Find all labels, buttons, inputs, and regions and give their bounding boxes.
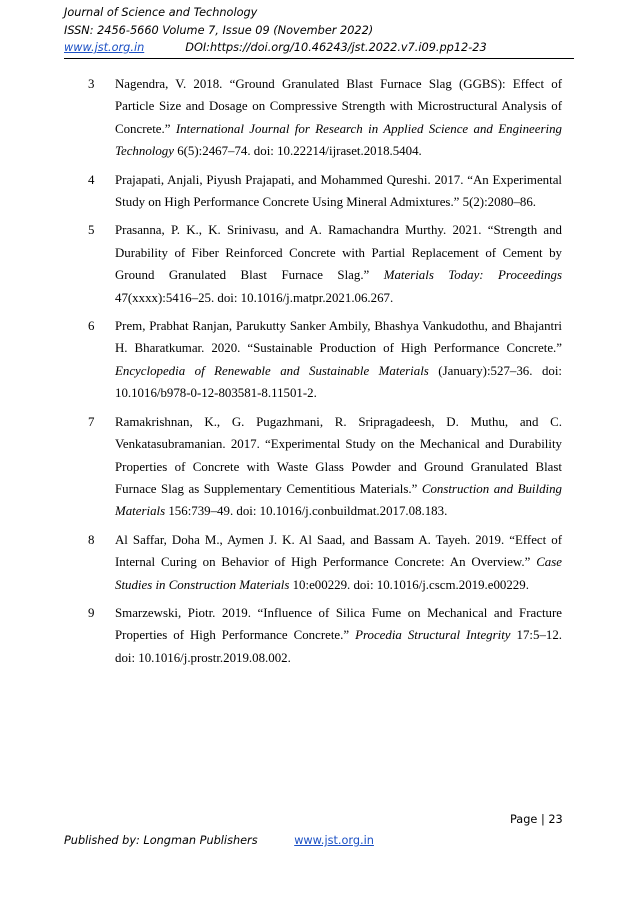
reference-number: 9 bbox=[88, 605, 95, 620]
reference-source: International Journal for Research in Applied Science and Engineering Technology bbox=[115, 121, 562, 159]
footer-website-link[interactable]: www.jst.org.in bbox=[294, 834, 374, 847]
reference-list bbox=[88, 73, 562, 675]
header-links-row bbox=[64, 39, 584, 57]
reference-item bbox=[88, 602, 562, 669]
reference-item bbox=[88, 315, 562, 405]
reference-number: 4 bbox=[88, 172, 95, 187]
journal-title: Journal of Science and Technology bbox=[64, 6, 258, 19]
reference-number: 3 bbox=[88, 77, 95, 91]
journal-header bbox=[64, 4, 584, 57]
footer-publisher: Published by: Longman Publishers bbox=[64, 834, 258, 847]
reference-text: Smarzewski, Piotr. 2019. “Influence of Silica Fume on Mechanical and Fracture Properties of High Performance Concrete.” Procedia Structural Integrity 17:5–12. doi: 10.1016/j.prostr.2019.08.002. bbox=[115, 605, 563, 665]
issn-line: ISSN: 2456-5660 Volume 7, Issue 09 (November 2022) bbox=[64, 23, 374, 37]
header-doi: DOI:https://doi.org/10.46243/jst.2022.v7.i09.pp12-23 bbox=[185, 41, 487, 54]
reference-number: 7 bbox=[88, 414, 95, 429]
reference-source: Procedia Structural Integrity bbox=[355, 628, 511, 643]
reference-text: Ramakrishnan, K., G. Pugazhmani, R. Sripragadeesh, D. Muthu, and C. Venkatasubramanian. 2017. “Experimental Study on the Mechanical and Durability Properties of Concrete with Waste Glass Powder and Ground Granulated Blast Furnace Slag as Supplementary Cementitious Materials.” Construction and Building Materials 156:739–49. doi: 10.1016/j.conbuildmat.2017.08.183. bbox=[115, 414, 562, 519]
reference-source: Case Studies in Construction Materials bbox=[115, 555, 562, 592]
reference-text: Nagendra, V. 2018. “Ground Granulated Blast Furnace Slag (GGBS): Effect of Particle Size and Dosage on Compressive Strength with Microstructural Analysis of Concrete.” International Journal for Research in Applied Science and Engineering Technology 6(5):2467–74. doi: 10.22214/ijraset.2018.5404. bbox=[115, 77, 562, 159]
reference-number: 5 bbox=[88, 223, 95, 238]
reference-number: 6 bbox=[88, 319, 95, 334]
header-website-link[interactable]: www.jst.org.in bbox=[64, 41, 145, 54]
reference-item bbox=[88, 73, 562, 163]
reference-item bbox=[88, 169, 562, 214]
reference-source: Encyclopedia of Renewable and Sustainable Materials bbox=[115, 363, 429, 378]
reference-item bbox=[88, 529, 562, 596]
reference-text: Prem, Prabhat Ranjan, Parukutty Sanker Ambily, Bhashya Vankudothu, and Bhajantri H. Bharatkumar. 2020. “Sustainable Production of High Performance Concrete.” Encyclopedia of Renewable and Sustainable Materials (January):527–36. doi: 10.1016/b978-0-12-803581-8.11501-2. bbox=[115, 319, 562, 401]
reference-item bbox=[88, 219, 562, 309]
reference-source: Construction and Building Materials bbox=[115, 481, 562, 519]
page-footer bbox=[64, 834, 374, 847]
reference-text: Prasanna, P. K., K. Srinivasu, and A. Ramachandra Murthy. 2021. “Strength and Durability of Fiber Reinforced Concrete with Partial Replacement of Cement by Ground Granulated Blast Furnace Slag.” Materials Today: Proceedings 47(xxxx):5416–25. doi: 10.1016/j.matpr.2021.06.267. bbox=[115, 223, 562, 305]
reference-source: Materials Today: Proceedings bbox=[383, 268, 562, 283]
header-divider bbox=[64, 58, 574, 59]
reference-text: Prajapati, Anjali, Piyush Prajapati, and Mohammed Qureshi. 2017. “An Experimental Study on High Performance Concrete Using Mineral Admixtures.” 5(2):2080–86. bbox=[115, 172, 562, 210]
reference-text: Al Saffar, Doha M., Aymen J. K. Al Saad, and Bassam A. Tayeh. 2019. “Effect of Internal Curing on Behavior of High Performance Concrete: An Overview.” Case Studies in Construction Materials 10:e00229. doi: 10.1016/j.cscm.2019.e00229. bbox=[115, 532, 562, 592]
reference-number: 8 bbox=[88, 532, 95, 547]
reference-item bbox=[88, 411, 562, 523]
page-number: Page | 23 bbox=[510, 813, 563, 826]
